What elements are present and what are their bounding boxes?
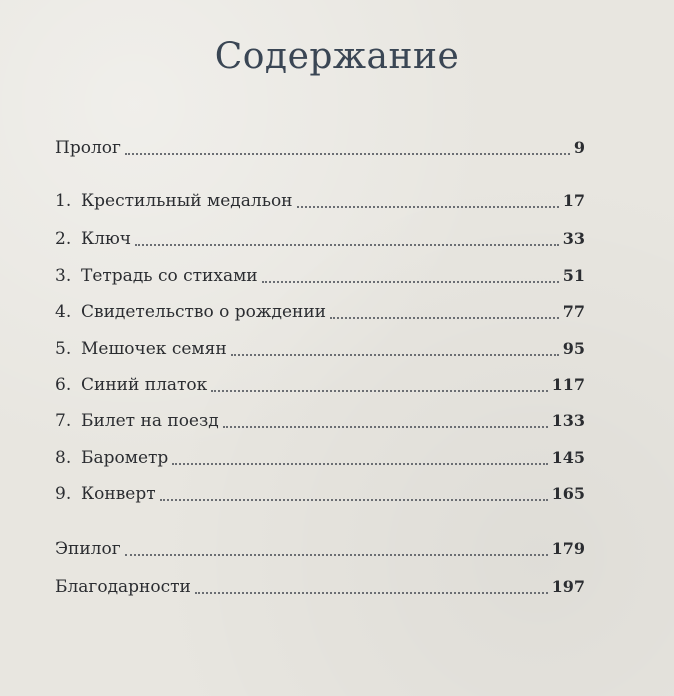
toc-entry-number: 9. [55, 484, 72, 504]
toc-entry-label: Тетрадь со стихами [81, 266, 258, 286]
toc-entry-prologue [55, 136, 585, 160]
toc-entry-number: 5. [55, 339, 72, 359]
toc-entry-label: Ключ [81, 229, 131, 249]
toc-entry-number: 8. [55, 448, 72, 468]
toc-entry-page: 145 [551, 448, 585, 467]
toc-entry-label: Конверт [81, 484, 156, 504]
toc-entry-label: Барометр [81, 448, 169, 468]
toc-entry-label: Пролог [55, 138, 121, 158]
toc-entry-number: 2. [55, 229, 72, 249]
dot-leader [330, 317, 559, 319]
toc-entry-label: Синий платок [81, 375, 208, 395]
toc-entry-page: 77 [562, 302, 585, 321]
dot-leader [160, 499, 548, 501]
dot-leader [135, 244, 559, 246]
toc-entry-page: 197 [551, 577, 585, 596]
toc-entry-chapter-1 [55, 189, 585, 213]
toc-entry-chapter-6 [55, 373, 585, 397]
toc-entry-chapter-4 [55, 300, 585, 324]
toc-entry-label: Мешочек семян [81, 339, 227, 359]
toc-entry-label: Билет на поезд [81, 411, 219, 431]
toc-entry-number: 3. [55, 266, 72, 286]
toc-entry-label: Крестильный медальон [81, 191, 293, 211]
dot-leader [231, 354, 559, 356]
dot-leader [195, 592, 548, 594]
toc-entry-page: 33 [562, 229, 585, 248]
toc-entry-page: 95 [562, 339, 585, 358]
dot-leader [125, 554, 548, 556]
toc-entry-epilogue [55, 537, 585, 561]
toc-entry-label: Благодарности [55, 577, 191, 597]
toc-entry-chapter-5 [55, 337, 585, 361]
dot-leader [297, 206, 559, 208]
dot-leader [211, 390, 547, 392]
page-title: Содержание [214, 36, 460, 77]
toc-entry-chapter-7 [55, 409, 585, 433]
dot-leader [125, 153, 570, 155]
toc-entry-label: Эпилог [55, 539, 121, 559]
dot-leader [223, 426, 548, 428]
toc-entry-chapter-3 [55, 264, 585, 288]
dot-leader [262, 281, 559, 283]
toc-entry-page: 117 [551, 375, 585, 394]
toc-entry-number: 1. [55, 191, 72, 211]
toc-entry-page: 179 [551, 539, 585, 558]
toc-entry-page: 17 [562, 191, 585, 210]
toc-entry-page: 51 [562, 266, 585, 285]
toc-entry-number: 4. [55, 302, 72, 322]
toc-entry-chapter-2 [55, 227, 585, 251]
toc-entry-chapter-8 [55, 446, 585, 470]
toc-entry-page: 133 [551, 411, 585, 430]
toc-entry-acknowledgements [55, 575, 585, 599]
toc-entry-chapter-9 [55, 482, 585, 506]
dot-leader [172, 463, 547, 465]
toc-entry-page: 9 [573, 138, 585, 157]
toc-entry-label: Свидетельство о рождении [81, 302, 327, 322]
toc-entry-number: 7. [55, 411, 72, 431]
toc-entry-page: 165 [551, 484, 585, 503]
toc-entry-number: 6. [55, 375, 72, 395]
